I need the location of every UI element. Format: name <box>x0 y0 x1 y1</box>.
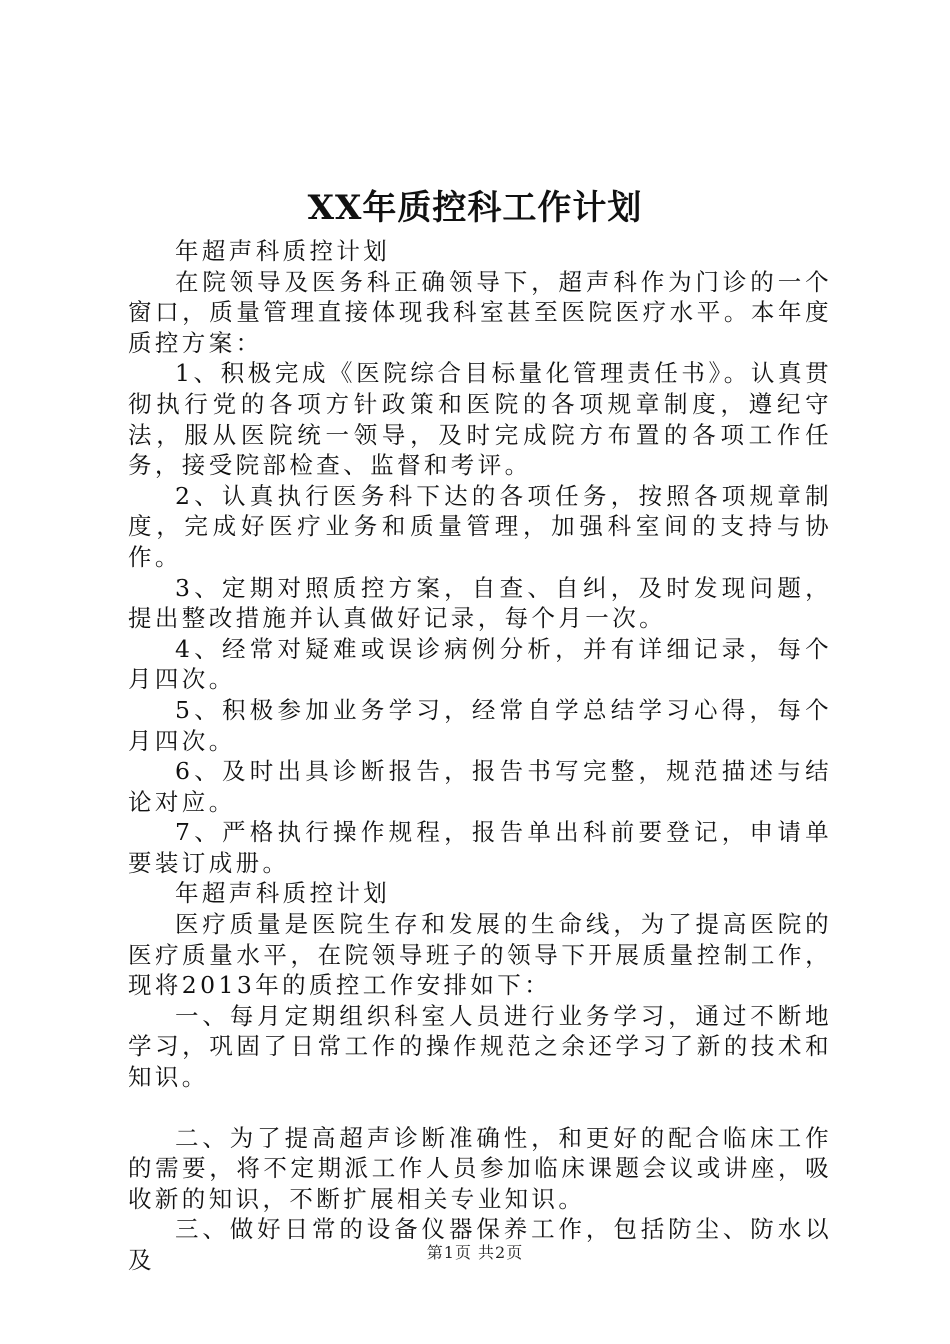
paragraph-intro-2: 医疗质量是医院生存和发展的生命线，为了提高医院的医疗质量水平，在院领导班子的领导下开展质量控制工作，现将2013年的质控工作安排如下： <box>128 910 832 1000</box>
paragraph-item-7: 7、严格执行操作规程，报告单出科前要登记，申请单要装订成册。 <box>128 818 832 877</box>
paragraph-section-2: 二、为了提高超声诊断准确性，和更好的配合临床工作的需要，将不定期派工作人员参加临床课题会议或讲座，吸收新的知识，不断扩展相关专业知识。 <box>128 1123 832 1213</box>
paragraph-item-2: 2、认真执行医务科下达的各项任务，按照各项规章制度，完成好医疗业务和质量管理，加强科室间的支持与协作。 <box>128 481 832 571</box>
paragraph-subtitle-1: 年超声科质控计划 <box>175 237 391 265</box>
document-title: XX年质控科工作计划 <box>307 188 643 228</box>
paragraph-item-5: 5、积极参加业务学习，经常自学总结学习心得，每个月四次。 <box>128 695 832 755</box>
paragraph-item-4: 4、经常对疑难或误诊病例分析，并有详细记录，每个月四次。 <box>128 634 832 694</box>
page-footer: 第1页 共2页 <box>426 1243 524 1262</box>
document-body <box>128 236 832 1276</box>
paragraph-item-1: 1、积极完成《医院综合目标量化管理责任书》。认真贯彻执行党的各项方针政策和医院的各项规章制度，遵纪守法，服从医院统一领导，及时完成院方布置的各项工作任务，接受院部检查、监督和考评。 <box>128 359 832 480</box>
paragraph-subtitle-2: 年超声科质控计划 <box>175 879 391 908</box>
paragraph-section-3: 三、做好日常的设备仪器保养工作，包括防尘、防水以及 <box>128 1215 832 1274</box>
paragraph-intro-1: 在院领导及医务科正确领导下，超声科作为门诊的一个窗口，质量管理直接体现我科室甚至医院医疗水平。本年度质控方案： <box>128 267 832 357</box>
paragraph-item-6: 6、及时出具诊断报告，报告书写完整，规范描述与结论对应。 <box>128 757 832 816</box>
paragraph-section-1: 一、每月定期组织科室人员进行业务学习，通过不断地学习，巩固了日常工作的操作规范之余还学习了新的技术和知识。 <box>128 1001 832 1092</box>
paragraph-item-3: 3、定期对照质控方案，自查、自纠，及时发现问题，提出整改措施并认真做好记录，每个月一次。 <box>128 573 832 633</box>
